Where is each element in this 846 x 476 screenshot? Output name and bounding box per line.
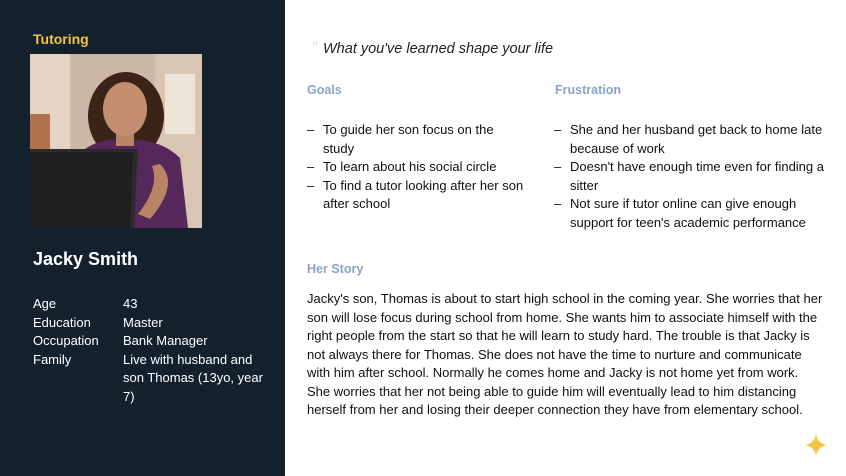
fact-value: 43: [123, 296, 138, 311]
goals-list: [307, 121, 527, 214]
goals-title: Goals: [307, 83, 342, 97]
persona-photo: [30, 54, 202, 228]
fact-label: Family: [33, 351, 72, 367]
persona-quote: What you've learned shape your life: [323, 41, 554, 57]
frustration-list: [554, 121, 824, 232]
list-item: – To guide her son focus on the study: [307, 121, 527, 158]
fact-row-age: [33, 295, 273, 314]
frustration-title: Frustration: [555, 83, 621, 97]
fact-value: Live with husband and son Thomas (13yo, year 7): [123, 351, 263, 404]
category-tag: Tutoring: [33, 31, 89, 47]
fact-row-occupation: [33, 332, 273, 351]
sparkle-icon: [804, 433, 828, 457]
fact-value: Master: [123, 314, 163, 330]
list-item: – She and her husband get back to home late because of work: [554, 121, 824, 158]
fact-row-education: [33, 314, 273, 333]
fact-label: Age: [33, 296, 57, 311]
fact-value: Bank Manager: [123, 333, 208, 348]
list-item: – Doesn't have enough time even for finding a sitter: [554, 158, 824, 195]
list-item: – Not sure if tutor online can give enough support for teen's academic performance: [554, 195, 824, 232]
persona-name: Jacky Smith: [33, 249, 139, 269]
fact-row-family: [33, 351, 273, 407]
story-text: Jacky's son, Thomas is about to start high school in the coming year. She worries that her son will lose focus during school from home. She wants him to associate himself with the right people from the start so that he will learn to study hard. The trouble is that Jacky is not always there for Thomas. She does not have the time to nurture and communicate with him after school. Normally he comes home and Jacky is not home yet from work. She worries that her not being able to guide him will eventually lead to him distancing herself from her and losing their deeper connection they have from elementary school.: [307, 291, 823, 417]
persona-sidebar: [0, 0, 285, 476]
fact-label: Education: [33, 314, 91, 330]
quote-mark-icon: “: [311, 38, 320, 57]
list-item: – To learn about his social circle: [307, 158, 527, 177]
persona-facts: [33, 295, 273, 406]
story-title: Her Story: [307, 262, 364, 276]
persona-content: [285, 0, 846, 476]
fact-label: Occupation: [33, 333, 99, 348]
list-item: – To find a tutor looking after her son after school: [307, 177, 527, 214]
